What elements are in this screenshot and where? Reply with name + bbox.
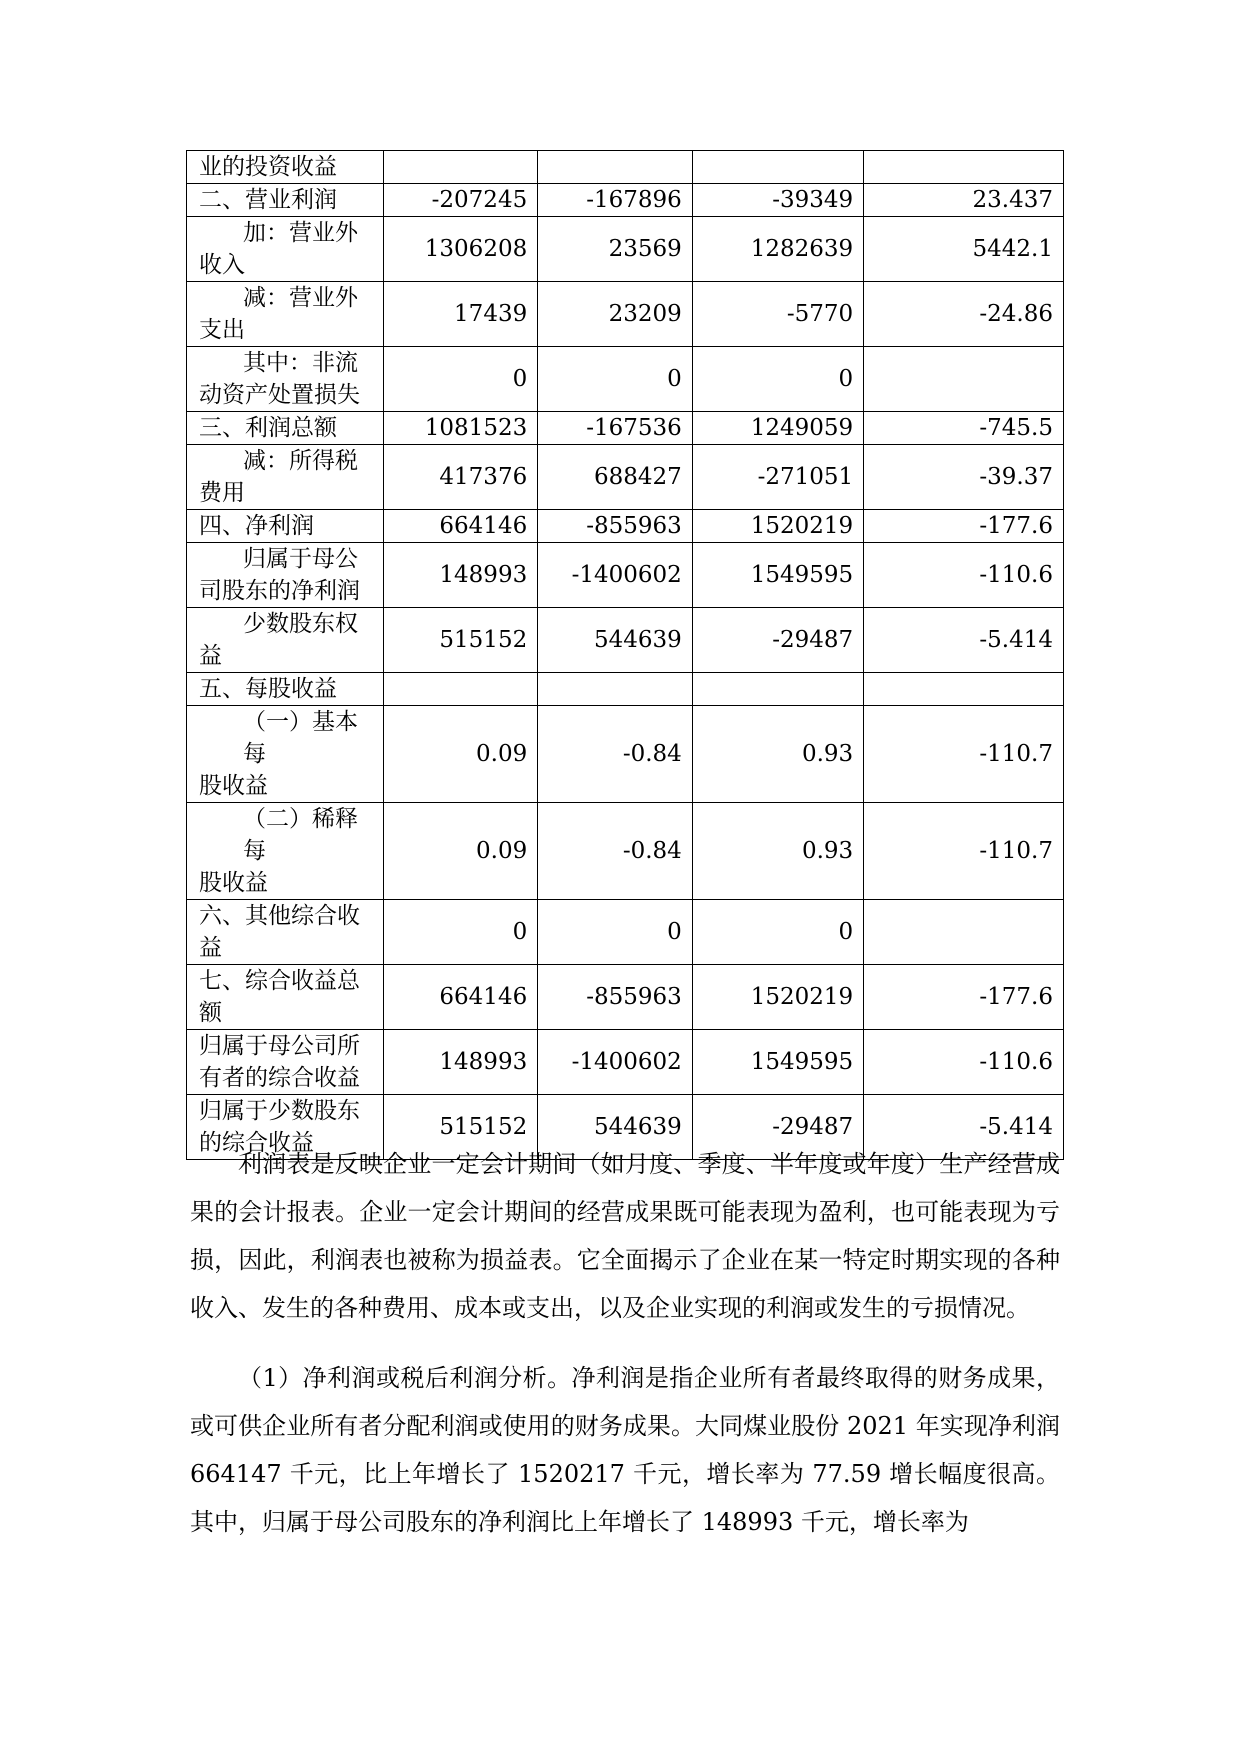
table-row: [187, 151, 1064, 184]
row-label-line: 额: [199, 1000, 222, 1026]
value-cell: 417376: [383, 445, 538, 510]
table-row: [187, 510, 1064, 543]
row-label-line: 益: [199, 935, 222, 961]
row-label: [187, 1030, 384, 1095]
table-row: [187, 900, 1064, 965]
value-cell: 1520219: [692, 965, 863, 1030]
value-cell: 0: [383, 900, 538, 965]
value-cell: [692, 151, 863, 184]
value-cell: -39.37: [864, 445, 1064, 510]
value-cell: -177.6: [864, 510, 1064, 543]
value-cell: 17439: [383, 282, 538, 347]
value-cell: -207245: [383, 184, 538, 217]
value-cell: 23569: [538, 217, 693, 282]
row-label-line: 四、净利润: [199, 513, 314, 539]
value-cell: -5770: [692, 282, 863, 347]
value-cell: -167536: [538, 412, 693, 445]
value-cell: [864, 673, 1064, 706]
value-cell: 148993: [383, 543, 538, 608]
value-cell: 1549595: [692, 543, 863, 608]
table-row: [187, 445, 1064, 510]
value-cell: [864, 900, 1064, 965]
value-cell: [864, 151, 1064, 184]
value-cell: 0.09: [383, 803, 538, 900]
value-cell: -1400602: [538, 543, 693, 608]
row-label-line: 三、利润总额: [199, 415, 337, 441]
value-cell: -39349: [692, 184, 863, 217]
value-cell: -0.84: [538, 803, 693, 900]
value-cell: 0: [692, 347, 863, 412]
value-cell: -1400602: [538, 1030, 693, 1095]
row-label-line: （一）基本每: [243, 709, 358, 767]
value-cell: -110.7: [864, 803, 1064, 900]
value-cell: 0: [383, 347, 538, 412]
row-label-line: 减：所得税: [243, 448, 358, 474]
value-cell: 0: [538, 347, 693, 412]
row-label: [187, 900, 384, 965]
value-cell: 1282639: [692, 217, 863, 282]
row-label-line: （二）稀释每: [243, 806, 358, 864]
value-cell: -5.414: [864, 608, 1064, 673]
row-label-line: 股收益: [199, 773, 268, 799]
row-label: [187, 217, 384, 282]
value-cell: 148993: [383, 1030, 538, 1095]
table-row: [187, 706, 1064, 803]
row-label-line: 股收益: [199, 870, 268, 896]
row-label-line: 业的投资收益: [199, 154, 337, 180]
table-row: [187, 803, 1064, 900]
value-cell: 23209: [538, 282, 693, 347]
value-cell: 1549595: [692, 1030, 863, 1095]
value-cell: 23.437: [864, 184, 1064, 217]
row-label: [187, 608, 384, 673]
value-cell: -855963: [538, 510, 693, 543]
value-cell: [864, 347, 1064, 412]
row-label-line: 支出: [199, 317, 245, 343]
value-cell: 544639: [538, 608, 693, 673]
value-cell: -110.6: [864, 543, 1064, 608]
value-cell: -24.86: [864, 282, 1064, 347]
value-cell: 5442.1: [864, 217, 1064, 282]
value-cell: 515152: [383, 608, 538, 673]
value-cell: 0.93: [692, 803, 863, 900]
row-label-line: 有者的综合收益: [199, 1065, 360, 1091]
row-label: [187, 543, 384, 608]
value-cell: 0.09: [383, 706, 538, 803]
row-label-line: 动资产处置损失: [199, 382, 360, 408]
row-label: [187, 706, 384, 803]
value-cell: 1081523: [383, 412, 538, 445]
table-row: [187, 608, 1064, 673]
row-label-line: 归属于少数股东: [199, 1098, 360, 1124]
row-label: [187, 412, 384, 445]
row-label-line: 减：营业外: [243, 285, 358, 311]
paragraph-net-profit-analysis: （1）净利润或税后利润分析。净利润是指企业所有者最终取得的财务成果，或可供企业所有者分配利润或使用的财务成果。大同煤业股份 2021 年实现净利润 664147 千元，比上年增长了 1520217 千元，增长率为 77.59 增长幅度很高。其中，归属于母公司股东的净利润比上年增长了 148993 千元，增长率为: [190, 1364, 1060, 1536]
row-label-line: 益: [199, 643, 222, 669]
value-cell: -855963: [538, 965, 693, 1030]
row-label-line: 六、其他综合收: [199, 903, 360, 929]
value-cell: -745.5: [864, 412, 1064, 445]
row-label-line: 其中：非流: [243, 350, 358, 376]
value-cell: [383, 673, 538, 706]
row-label: [187, 151, 384, 184]
value-cell: 544639: [538, 1095, 693, 1160]
value-cell: -110.6: [864, 1030, 1064, 1095]
value-cell: -271051: [692, 445, 863, 510]
row-label: [187, 673, 384, 706]
row-label-line: 收入: [199, 252, 245, 278]
value-cell: 1520219: [692, 510, 863, 543]
value-cell: -177.6: [864, 965, 1064, 1030]
row-label: [187, 282, 384, 347]
table-row: [187, 673, 1064, 706]
table-row: [187, 217, 1064, 282]
value-cell: -0.84: [538, 706, 693, 803]
table-row: [187, 543, 1064, 608]
value-cell: 0.93: [692, 706, 863, 803]
value-cell: -29487: [692, 608, 863, 673]
value-cell: -29487: [692, 1095, 863, 1160]
body-text: [190, 1140, 1060, 1546]
row-label: [187, 510, 384, 543]
row-label-line: 七、综合收益总: [199, 968, 360, 994]
value-cell: [692, 673, 863, 706]
row-label-line: 归属于母公: [243, 546, 358, 572]
row-label: [187, 347, 384, 412]
value-cell: 0: [692, 900, 863, 965]
value-cell: -110.7: [864, 706, 1064, 803]
row-label-line: 费用: [199, 480, 245, 506]
value-cell: 1249059: [692, 412, 863, 445]
income-statement-table: [186, 150, 1064, 1160]
row-label-line: 二、营业利润: [199, 187, 337, 213]
value-cell: [538, 673, 693, 706]
table-row: [187, 347, 1064, 412]
row-label: [187, 965, 384, 1030]
value-cell: -167896: [538, 184, 693, 217]
row-label-line: 归属于母公司所: [199, 1033, 360, 1059]
value-cell: 0: [538, 900, 693, 965]
row-label-line: 加：营业外: [243, 220, 358, 246]
row-label-line: 五、每股收益: [199, 676, 337, 702]
value-cell: 664146: [383, 510, 538, 543]
row-label-line: 的综合收益: [199, 1130, 314, 1156]
value-cell: 515152: [383, 1095, 538, 1160]
table-row: [187, 184, 1064, 217]
value-cell: 688427: [538, 445, 693, 510]
table-row: [187, 282, 1064, 347]
value-cell: [538, 151, 693, 184]
value-cell: -5.414: [864, 1095, 1064, 1160]
value-cell: 1306208: [383, 217, 538, 282]
row-label-line: 司股东的净利润: [199, 578, 360, 604]
row-label: [187, 803, 384, 900]
row-label-line: 少数股东权: [243, 611, 358, 637]
paragraph-income-statement-definition: 利润表是反映企业一定会计期间（如月度、季度、半年度或年度）生产经营成果的会计报表。企业一定会计期间的经营成果既可能表现为盈利，也可能表现为亏损，因此，利润表也被称为损益表。它全面揭示了企业在某一特定时期实现的各种收入、发生的各种费用、成本或支出，以及企业实现的利润或发生的亏损情况。: [190, 1150, 1060, 1322]
table-row: [187, 1030, 1064, 1095]
table-row: [187, 412, 1064, 445]
value-cell: 664146: [383, 965, 538, 1030]
row-label: [187, 184, 384, 217]
table-row: [187, 965, 1064, 1030]
row-label: [187, 445, 384, 510]
value-cell: [383, 151, 538, 184]
